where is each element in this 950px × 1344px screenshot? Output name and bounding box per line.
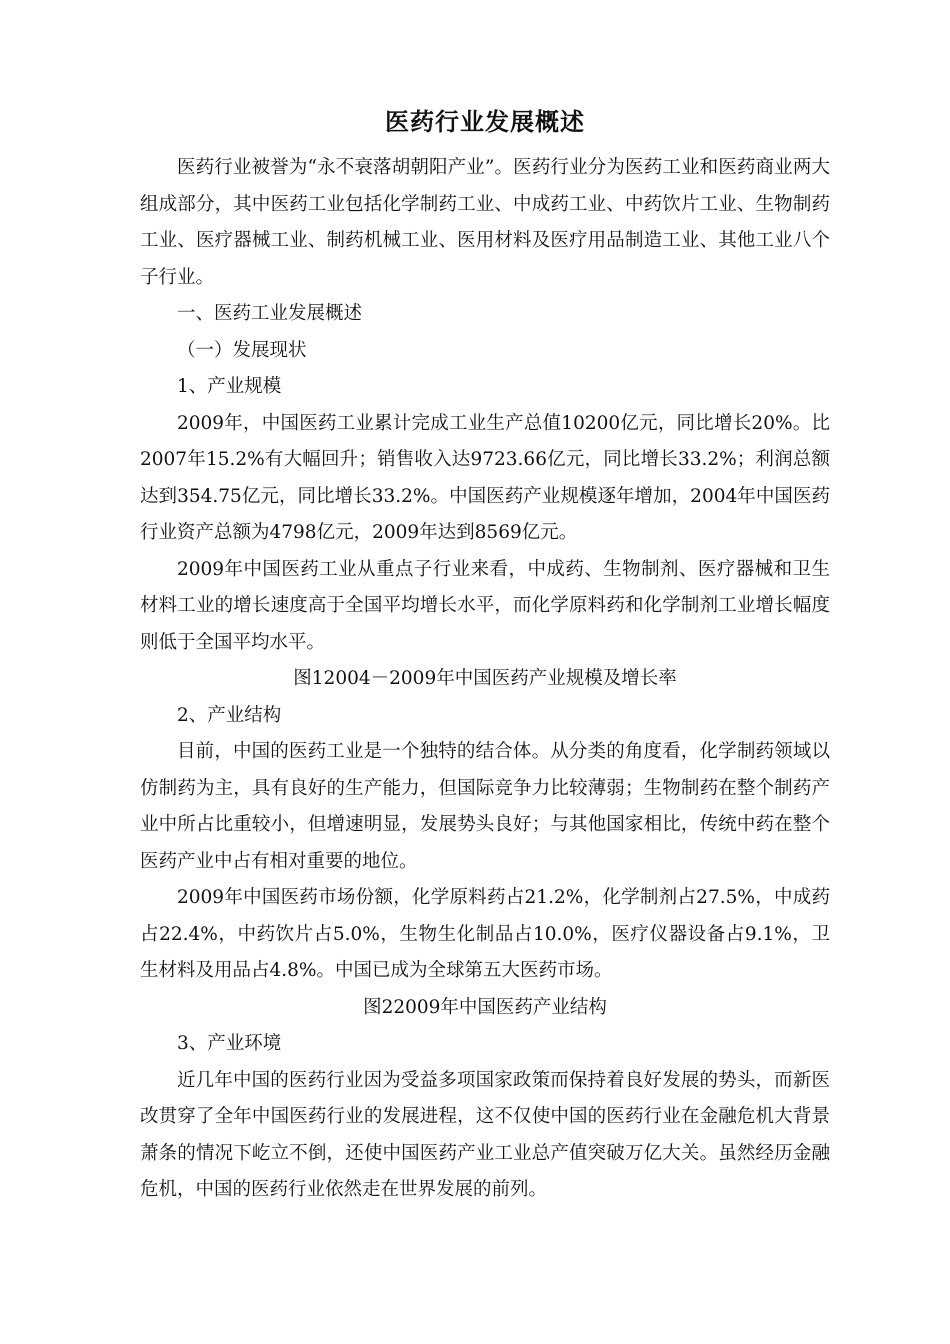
structure-paragraph-1: 目前，中国的医药工业是一个独特的结合体。从分类的角度看，化学制药领域以仿制药为主，具有良好的生产能力，但国际竞争力比较薄弱；生物制药在整个制药产业中所占比重较小，但增速明显，发展势头良好；与其他国家相比，传统中药在整个医药产业中占有相对重要的地位。 [140,741,830,872]
environment-paragraph-1: 近几年中国的医药行业因为受益多项国家政策而保持着良好发展的势头，而新医改贯穿了全年中国医药行业的发展进程，这不仅使中国的医药行业在金融危机大背景萧条的情况下屹立不倒，还使中国医药产业工业总产值突破万亿大关。虽然经历金融危机，中国的医药行业依然走在世界发展的前列。 [140,1069,830,1200]
section-heading-1: 一、医药工业发展概述 [177,303,363,324]
figure-caption-2: 图22009年中国医药产业结构 [363,996,607,1018]
item-heading-structure: 2、产业结构 [177,704,282,726]
intro-paragraph: 医药行业被誉为“永不衰落胡朝阳产业”。医药行业分为医药工业和医药商业两大组成部分，其中医药工业包括化学制药工业、中成药工业、中药饮片工业、生物制药工业、医疗器械工业、制药机械工业、医用材料及医疗用品制造工业、其他工业八个子行业。 [140,157,830,288]
subsection-heading-1: （一）发展现状 [177,339,307,361]
scale-paragraph-1: 2009年，中国医药工业累计完成工业生产总值10200亿元，同比增长20%。比2007年15.2%有大幅回升；销售收入达9723.66亿元，同比增长33.2%；利润总额达到354.75亿元，同比增长33.2%。中国医药产业规模逐年增加，2004年中国医药行业资产总额为4798亿元，2009年达到8569亿元。 [140,412,830,543]
figure-caption-1: 图12004－2009年中国医药产业规模及增长率 [293,668,677,689]
scale-paragraph-2: 2009年中国医药工业从重点子行业来看，中成药、生物制剂、医疗器械和卫生材料工业的增长速度高于全国平均增长水平，而化学原料药和化学制剂工业增长幅度则低于全国平均水平。 [140,558,830,653]
page-title: 医药行业发展概述 [385,107,585,136]
structure-paragraph-2: 2009年中国医药市场份额，化学原料药占21.2%，化学制剂占27.5%，中成药占22.4%，中药饮片占5.0%，生物生化制品占10.0%，医疗仪器设备占9.1%，卫生材料及用品占4.8%。中国已成为全球第五大医药市场。 [140,887,830,981]
document-body [140,102,830,1209]
item-heading-scale: 1、产业规模 [177,376,282,397]
item-heading-environment: 3、产业环境 [177,1033,282,1054]
